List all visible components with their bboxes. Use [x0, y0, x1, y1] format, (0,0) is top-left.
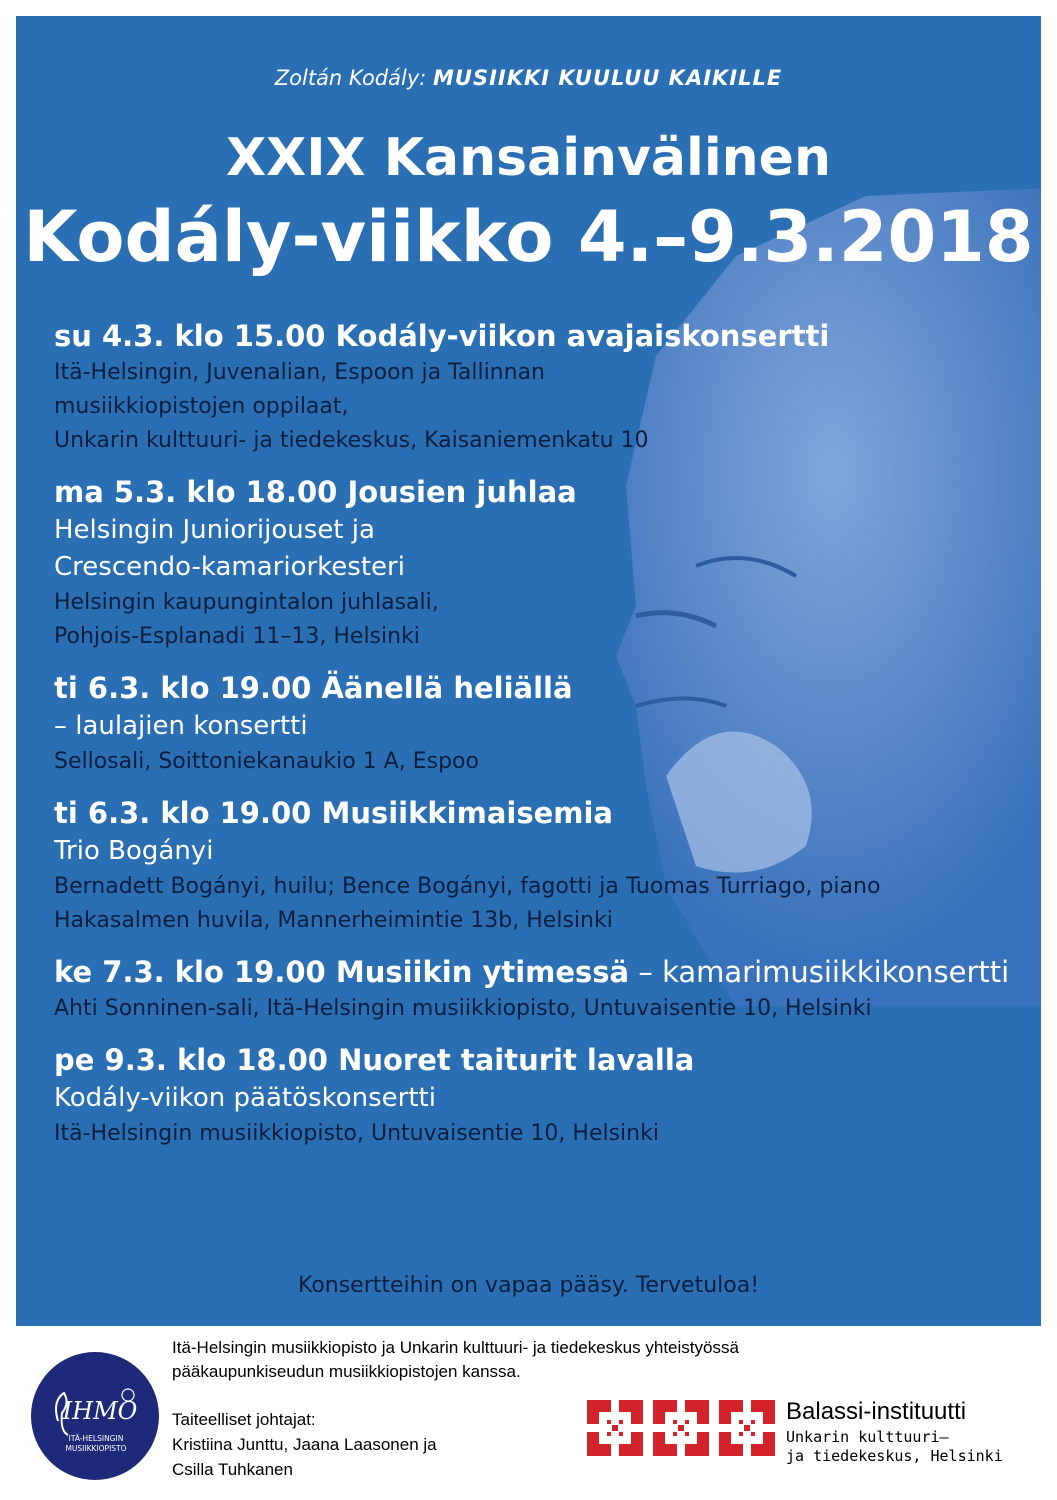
event-title-main: ma 5.3. klo 18.00 Jousien juhlaa: [54, 475, 577, 509]
directors-names: Kristiina Junttu, Jaana Laasonen ja: [172, 1435, 437, 1454]
balassi-emblem-icon: [719, 1400, 775, 1456]
subtitle-motto: MUSIIKKI KUULUU KAIKILLE: [433, 66, 783, 90]
event-title: [54, 952, 1024, 992]
balassi-name: Balassi-instituutti: [786, 1398, 967, 1425]
balassi-emblem-icon: [653, 1400, 709, 1456]
event-title: [54, 472, 1024, 512]
event-performers: – laulajien konsertti: [54, 711, 308, 741]
ihmo-text: MUSIIKKIOPISTO: [65, 1444, 127, 1453]
event-title-main: ti 6.3. klo 19.00 Äänellä heliällä: [54, 671, 573, 705]
ihmo-mark: IHMO: [62, 1397, 138, 1425]
subtitle: [16, 66, 1041, 90]
event-detail: Pohjois-Esplanadi 11–13, Helsinki: [54, 624, 420, 649]
free-entry-note: Konsertteihin on vapaa pääsy. Tervetuloa!: [297, 1273, 760, 1298]
event-performers: Kodály-viikon päätöskonsertti: [54, 1083, 436, 1113]
event-detail: Ahti Sonninen-sali, Itä-Helsingin musiikkiopisto, Untuvaisentie 10, Helsinki: [54, 996, 872, 1021]
event-detail: Hakasalmen huvila, Mannerheimintie 13b, Helsinki: [54, 908, 613, 933]
event-detail: Itä-Helsingin, Juvenalian, Espoon ja Tallinnan: [54, 360, 545, 385]
event-item: [54, 952, 1024, 1026]
event-detail: Unkarin kulttuuri- ja tiedekeskus, Kaisaniemenkatu 10: [54, 428, 649, 453]
event-performers: Helsingin Juniorijouset ja: [54, 515, 375, 545]
event-detail: Sellosali, Soittoniekanaukio 1 A, Espoo: [54, 749, 479, 774]
event-item: [54, 668, 1024, 779]
event-detail: Helsingin kaupungintalon juhlasali,: [54, 590, 439, 615]
event-title-rest: – kamarimusiikkikonsertti: [629, 955, 1010, 989]
directors-label: Taiteelliset johtajat:: [172, 1410, 316, 1429]
ihmo-text: ITÄ-HELSINGIN: [68, 1434, 124, 1443]
cooperation-text: [172, 1336, 739, 1384]
event-detail: musiikkiopistojen oppilaat,: [54, 394, 349, 419]
event-title: [54, 668, 1024, 708]
artistic-directors: [172, 1407, 437, 1482]
directors-names: Csilla Tuhkanen: [172, 1460, 293, 1479]
balassi-subtitle-line: ja tiedekeskus, Helsinki: [786, 1447, 1003, 1465]
event-item: [54, 793, 1024, 938]
event-title: [54, 793, 1024, 833]
title-line-1: XXIX Kansainvälinen: [226, 128, 831, 188]
event-item: [54, 472, 1024, 654]
poster-background: [16, 16, 1041, 1326]
event-detail: Itä-Helsingin musiikkiopisto, Untuvaisentie 10, Helsinki: [54, 1121, 659, 1146]
event-detail: Bernadett Bogányi, huilu; Bence Bogányi, fagotti ja Tuomas Turriago, piano: [54, 874, 881, 899]
event-title-main: su 4.3. klo 15.00 Kodály-viikon avajaiskonsertti: [54, 319, 830, 353]
balassi-subtitle-line: Unkarin kulttuuri–: [786, 1428, 949, 1446]
event-item: [54, 1040, 1024, 1151]
balassi-logo-mark: [585, 1398, 775, 1458]
event-list: [54, 316, 1024, 1165]
event-title: [54, 1040, 1024, 1080]
event-title-main: pe 9.3. klo 18.00 Nuoret taiturit lavalla: [54, 1043, 695, 1077]
cooperation-line: pääkaupunkiseudun musiikkiopistojen kanssa.: [172, 1362, 521, 1381]
event-performers: Crescendo-kamariorkesteri: [54, 552, 405, 582]
event-item: [54, 316, 1024, 458]
ihmo-logo: [30, 1351, 160, 1481]
event-title-main: ke 7.3. klo 19.00 Musiikin ytimessä: [54, 955, 630, 989]
title-line-2: Kodály-viikko 4.–9.3.2018: [23, 196, 1034, 278]
event-performers: Trio Bogányi: [54, 836, 214, 866]
subtitle-author: Zoltán Kodály:: [274, 66, 427, 90]
event-title-main: ti 6.3. klo 19.00 Musiikkimaisemia: [54, 796, 614, 830]
cooperation-line: Itä-Helsingin musiikkiopisto ja Unkarin kulttuuri- ja tiedekeskus yhteistyössä: [172, 1338, 739, 1357]
balassi-subtitle: [786, 1428, 1003, 1466]
event-title: [54, 316, 1024, 356]
balassi-emblem-icon: [587, 1400, 643, 1456]
